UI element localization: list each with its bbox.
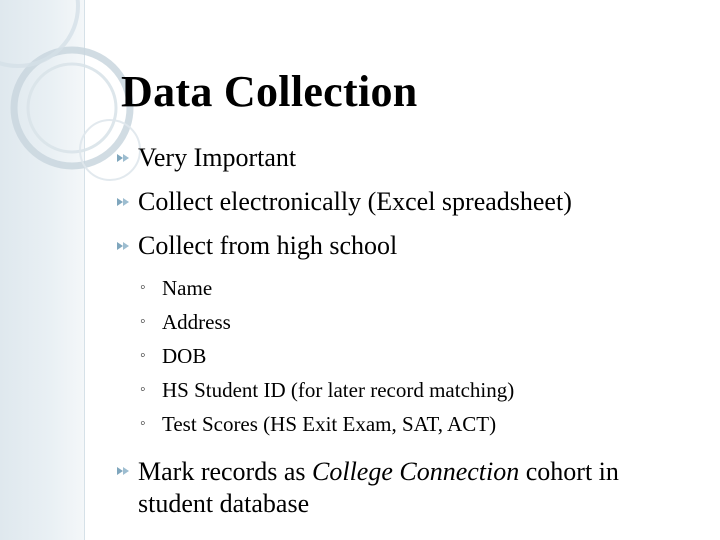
bullet-text: Collect from high school: [138, 231, 398, 260]
slide-title: Data Collection: [121, 67, 418, 116]
open-circle-bullet-icon: ◦: [140, 313, 146, 330]
arrow-bullet-icon: [116, 152, 130, 164]
sub-bullet-name: [138, 271, 696, 305]
slide-content: [116, 143, 696, 534]
sub-bullet-student-id: [138, 373, 696, 407]
bullet-text-after: cohort in student database: [138, 457, 619, 518]
open-circle-bullet-icon: ◦: [140, 279, 146, 296]
sub-bullet-dob: [138, 339, 696, 373]
bullet-very-important: [116, 143, 696, 173]
bullet-text: Collect electronically (Excel spreadsheet): [138, 187, 572, 216]
bullet-mark-records: [116, 456, 696, 520]
arrow-bullet-icon: [116, 240, 130, 252]
bullet-collect-electronically: [116, 187, 696, 217]
arrow-bullet-icon: [116, 465, 130, 477]
sub-bullet-text: DOB: [162, 344, 207, 368]
sub-bullet-text: HS Student ID (for later record matching): [162, 378, 515, 402]
open-circle-bullet-icon: ◦: [140, 381, 146, 398]
bullet-text: Very Important: [138, 143, 297, 172]
cohort-name-emphasis: College Connection: [312, 457, 520, 486]
bullet-collect-high-school: [116, 231, 696, 261]
sub-bullet-address: [138, 305, 696, 339]
arrow-bullet-icon: [116, 196, 130, 208]
sub-bullet-list: [138, 271, 696, 441]
sub-bullet-text: Address: [162, 310, 231, 334]
bullet-text-before: Mark records as: [138, 457, 312, 486]
open-circle-bullet-icon: ◦: [140, 347, 146, 364]
open-circle-bullet-icon: ◦: [140, 415, 146, 432]
sub-bullet-text: Name: [162, 276, 213, 300]
sub-bullet-text: Test Scores (HS Exit Exam, SAT, ACT): [162, 412, 497, 436]
sub-bullet-test-scores: [138, 407, 696, 441]
